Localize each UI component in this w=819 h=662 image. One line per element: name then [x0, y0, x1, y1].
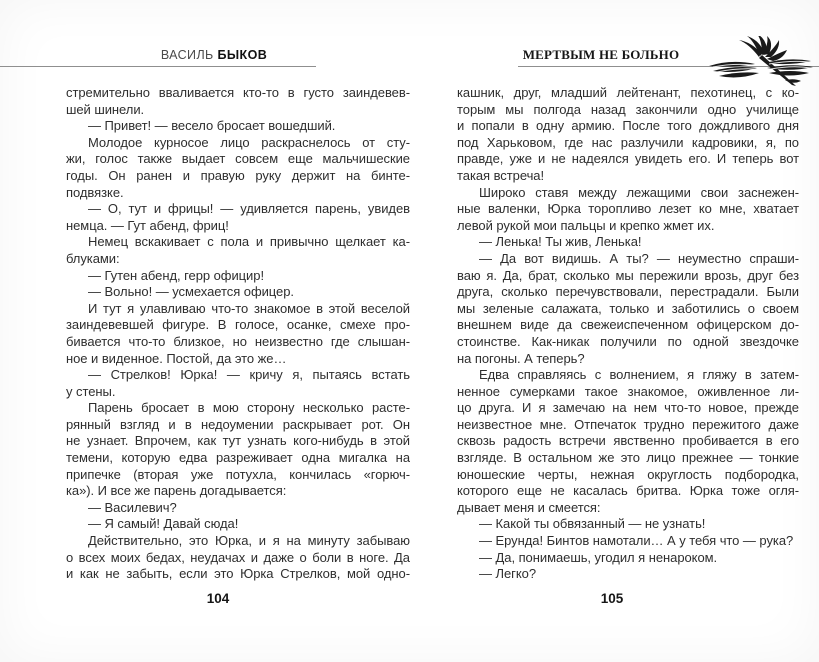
left-page-text [66, 85, 410, 583]
text-line: припечке (вторая уже потухла, кончилась «горюч- [66, 466, 410, 482]
text-line: Молодое курносое лицо раскраснелось от сту- [88, 134, 410, 150]
text-line: — Какой ты обвязанный — не узнать! [479, 516, 706, 532]
text-line: годы. Он ранен и правую руку держит на бинте- [66, 167, 410, 183]
text-line: левой рукой мои пальцы и крепко жмет их. [457, 217, 715, 233]
paragraph [66, 135, 410, 201]
text-line: сквозь радость встречи явственно пробивается в его [457, 433, 799, 449]
text-line: — Да, понимаешь, угодил я ненароком. [479, 549, 718, 565]
text-line: цо друга. И я замечаю на нем что-то новое, прежде [457, 400, 799, 416]
text-line: — Вольно! — усмехается офицер. [88, 284, 294, 300]
text-line: — Привет! — весело бросает вошедший. [88, 118, 336, 134]
paragraph [457, 516, 799, 533]
text-line: Широко ставя между лежащими свои заснежен- [479, 184, 799, 200]
paragraph [66, 367, 410, 400]
text-line: ное и виденное. Постой, да это же… [66, 350, 287, 366]
text-line: — Ленька! Ты жив, Ленька! [479, 234, 642, 250]
text-line: немца. — Гут абенд, фриц! [66, 217, 229, 233]
paragraph [457, 185, 799, 235]
text-line: и попали в одну армию. После того дождливого дня [457, 118, 799, 134]
text-line: стоинстве. Как-никак получили по одной звездочке [457, 333, 799, 349]
paragraph [66, 85, 410, 118]
text-line: которого еще не касалась бритва. Юрка тоже огля- [457, 483, 799, 499]
text-line: ненное сумерками такое знакомое, оживленное ли- [457, 383, 799, 399]
text-line: шей шинели. [66, 101, 145, 117]
text-line: Парень бросает в мою сторону несколько расте- [88, 400, 410, 416]
text-line: о всех моих бедах, неудачах и даже о боли в ноге. Да [66, 549, 410, 565]
text-line: такая встреча! [457, 167, 545, 183]
text-line: правде, уже и не надеялся увидеть его. И теперь вот [457, 151, 799, 167]
text-line: — Ерунда! Бинтов намотали… А у тебя что — рука? [479, 533, 794, 549]
text-line: дывает меня и смеется: [457, 499, 601, 515]
running-head-author [64, 48, 364, 62]
header-rule-left [0, 66, 316, 67]
text-line: юношеские черты, нежная округлость подбородка, [457, 466, 799, 482]
text-line: жи, голос также выдает совсем еще мальчишеские [66, 151, 410, 167]
paragraph [66, 400, 410, 500]
paragraph [66, 201, 410, 234]
text-line: — Легко? [479, 566, 537, 582]
text-line: на погоны. А теперь? [457, 350, 585, 366]
text-line: не узнает. Впрочем, как тут узнать кого-нибудь в этой [66, 433, 410, 449]
paragraph [457, 251, 799, 367]
paragraph [457, 533, 799, 550]
text-line: друга, сколько перечувствовали, перестрадали. Были [457, 284, 799, 300]
text-line: неизвестное мне. Отпечаток трудно пережитого даже [457, 416, 799, 432]
text-line: внешнем виде да свежеиспеченном офицерском до- [457, 317, 799, 333]
text-line: Действительно, это Юрка, и я на минуту забываю [88, 533, 410, 549]
paragraph [66, 118, 410, 135]
paragraph [457, 85, 799, 185]
text-line: — Гутен абенд, герр официр! [88, 267, 265, 283]
paragraph [66, 533, 410, 583]
paragraph [66, 500, 410, 517]
text-line: кашник, друг, младший лейтенант, пехотинец, с ко- [457, 85, 799, 100]
paragraph [66, 284, 410, 301]
text-line: — Да вот видишь. А ты? — неуместно спраши- [479, 250, 799, 266]
text-line: взгляде. В остальном же это лицо прежнее — тонкие [457, 450, 799, 466]
text-line: ные валенки, Юрка торопливо лезет ко мне, хватает [457, 201, 799, 217]
text-line: — Я самый! Давай сюда! [88, 516, 239, 532]
text-line: под Харьковом, где нас разлучили кадровики, я, по [457, 134, 799, 150]
text-line: подвязке. [66, 184, 124, 200]
author-last-name: БЫКОВ [217, 48, 268, 62]
paragraph [66, 301, 410, 367]
page-number-right: 105 [600, 591, 624, 606]
text-line: рянный взгляд и в недоумении раскрывает рот. Он [66, 416, 410, 432]
text-line: темени, которую едва разреживает одна мигалка на [66, 450, 410, 466]
text-line: И тут я улавливаю что-то знакомое в этой веселой [88, 300, 410, 316]
text-line: — Стрелков! Юрка! — кричу я, пытаясь встать [88, 367, 410, 383]
text-line: — О, тут и фрицы! — удивляется парень, увидев [88, 201, 410, 217]
paragraph [457, 550, 799, 567]
text-line: Немец вскакивает с пола и привычно щелкает ка- [88, 234, 410, 250]
text-line: ка»). И все же парень догадывается: [66, 483, 287, 499]
text-line: заиндевевшей фигуре. В голосе, осанке, смехе про- [66, 317, 410, 333]
paragraph [66, 516, 410, 533]
text-line: торым мы полгода назад закончили одно училище [457, 101, 799, 117]
page-number-left: 104 [206, 591, 230, 606]
text-line: ваю я. Да, брат, сколько мы пережили врозь, друг без [457, 267, 799, 283]
text-line: мы зеленые салажата, только и заботились о своем [457, 300, 799, 316]
laurel-branch-ornament-icon [699, 36, 819, 90]
paragraph [457, 566, 799, 583]
right-page-text [457, 85, 799, 583]
text-line: Едва справляясь с волнением, я гляжу в затем- [479, 367, 799, 383]
text-line: и как не забыть, если это Юрка Стрелков, мой одно- [66, 566, 410, 582]
text-line: блуками: [66, 250, 120, 266]
paragraph [66, 234, 410, 267]
text-line: — Василевич? [88, 499, 177, 515]
paragraph [457, 367, 799, 516]
paragraph [457, 234, 799, 251]
text-line: бивается что-то близкое, но неизвестно где слышан- [66, 333, 410, 349]
running-head-title: МЕРТВЫМ НЕ БОЛЬНО [522, 47, 680, 62]
text-line: стремительно вваливается кто-то в густо заиндевев- [66, 85, 410, 100]
author-first-name: ВАСИЛЬ [160, 48, 214, 62]
paragraph [66, 268, 410, 285]
text-line: у стены. [66, 383, 116, 399]
